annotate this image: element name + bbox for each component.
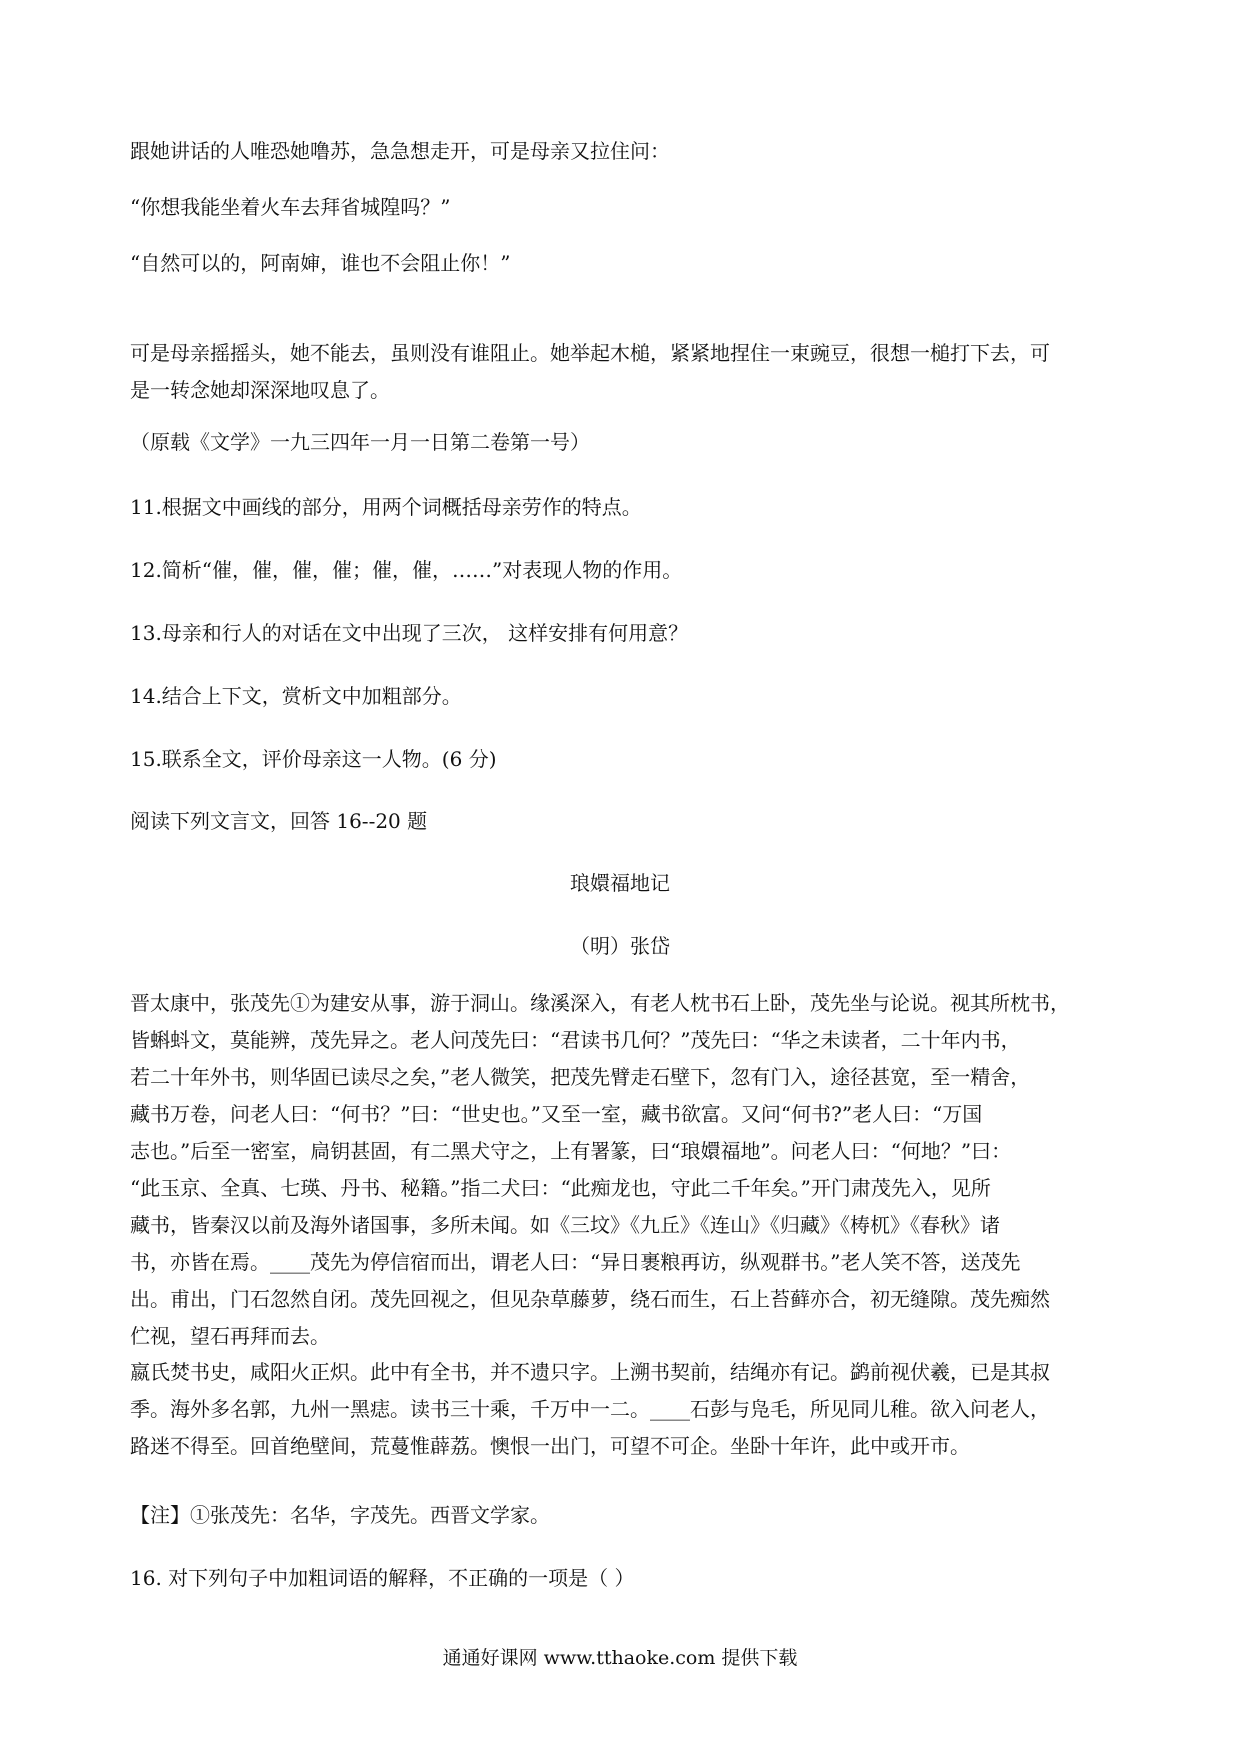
text-line: 可是母亲摇摇头，她不能去，虽则没有谁阻止。她举起木槌，紧紧地捏住一束豌豆，很想一槌打下去，可 bbox=[130, 341, 1050, 365]
text-line: 若二十年外书，则华固已读尽之矣，”老人微笑，把茂先臂走石壁下，忽有门入，途径甚宽，至一精舍， bbox=[130, 1065, 1031, 1089]
classical-paragraph-1 bbox=[130, 985, 1120, 1355]
classical-title: 琅嬛福地记 bbox=[570, 871, 670, 895]
text-line: 是一转念她却深深地叹息了。 bbox=[130, 378, 390, 402]
classical-author: （明）张岱 bbox=[570, 934, 670, 958]
question-15: 15.联系全文，评价母亲这一人物。(6 分) bbox=[130, 747, 497, 771]
annotation-note: 【注】①张茂先：名华，字茂先。西晋文学家。 bbox=[130, 1503, 550, 1527]
text-line: 嬴氏焚书史，咸阳火正炽。此中有全书，并不遗只字。上溯书契前，结绳亦有记。鹢前视伏羲，已是其叔 bbox=[130, 1360, 1050, 1384]
question-14: 14.结合上下文，赏析文中加粗部分。 bbox=[130, 684, 462, 708]
question-12: 12.简析“催，催，催，催；催，催，……”对表现人物的作用。 bbox=[130, 558, 683, 582]
reading-instruction: 阅读下列文言文，回答 16--20 题 bbox=[130, 809, 428, 833]
source-citation: （原载《文学》一九三四年一月一日第二卷第一号） bbox=[130, 430, 590, 454]
text-line: 书，亦皆在焉。____茂先为停信宿而出，谓老人曰：“异日裹粮再访，纵观群书。”老人笑不答，送茂先 bbox=[130, 1250, 1021, 1274]
question-16: 16. 对下列句子中加粗词语的解释，不正确的一项是（ ） bbox=[130, 1566, 635, 1590]
page-footer: 通通好课网 www.tthaoke.com 提供下载 bbox=[442, 1647, 798, 1669]
paragraph-reply-quote: “自然可以的，阿南婶，谁也不会阻止你！” bbox=[130, 251, 511, 275]
text-line: 藏书万卷，问老人曰：“何书？”曰：“世史也。”又至一室，藏书欲富。又问“何书?”老人曰：“万国 bbox=[130, 1102, 983, 1126]
paragraph-mother-sigh bbox=[130, 335, 1120, 409]
text-line: “此玉京、全真、七瑛、丹书、秘籍。”指二犬曰：“此痴龙也，守此二千年矣。”开门肃茂先入，见所 bbox=[130, 1176, 991, 1200]
text-line: 藏书，皆秦汉以前及海外诸国事，多所未闻。如《三坟》《九丘》《连山》《归藏》《梼杌》《春秋》诸 bbox=[130, 1213, 1000, 1237]
text-line: 晋太康中，张茂先①为建安从事，游于洞山。缘溪深入，有老人枕书石上卧，茂先坐与论说。视其所枕书， bbox=[130, 991, 1070, 1015]
text-line: 皆蝌蚪文，莫能辨，茂先异之。老人问茂先曰：“君读书几何？”茂先曰：“华之未读者，二十年内书， bbox=[130, 1028, 1021, 1052]
text-line: 伫视，望石再拜而去。 bbox=[130, 1324, 330, 1348]
text-line: 路迷不得至。回首绝壁间，荒蔓惟薜荔。懊恨一出门，可望不可企。坐卧十年许，此中或开市。 bbox=[130, 1434, 970, 1458]
question-11: 11.根据文中画线的部分，用两个词概括母亲劳作的特点。 bbox=[130, 495, 642, 519]
paragraph-question-quote: “你想我能坐着火车去拜省城隍吗？” bbox=[130, 195, 451, 219]
text-line: 季。海外多名郭，九州一黑痣。读书三十乘，千万中一二。____石彭与凫毛，所见同儿稚。欲入问老人， bbox=[130, 1397, 1050, 1421]
classical-paragraph-2 bbox=[130, 1354, 1120, 1465]
text-line: 出。甫出，门石忽然自闭。茂先回视之，但见杂草藤萝，绕石而生，石上苔藓亦合，初无缝隙。茂先痴然 bbox=[130, 1287, 1050, 1311]
question-13: 13.母亲和行人的对话在文中出现了三次， 这样安排有何用意？ bbox=[130, 621, 689, 645]
paragraph-dialogue-intro: 跟她讲话的人唯恐她噜苏，急急想走开，可是母亲又拉住问： bbox=[130, 139, 670, 163]
text-line: 志也。”后至一密室，扃钥甚固，有二黑犬守之，上有署篆，曰“琅嬛福地”。问老人曰：“何地？”曰： bbox=[130, 1139, 1012, 1163]
